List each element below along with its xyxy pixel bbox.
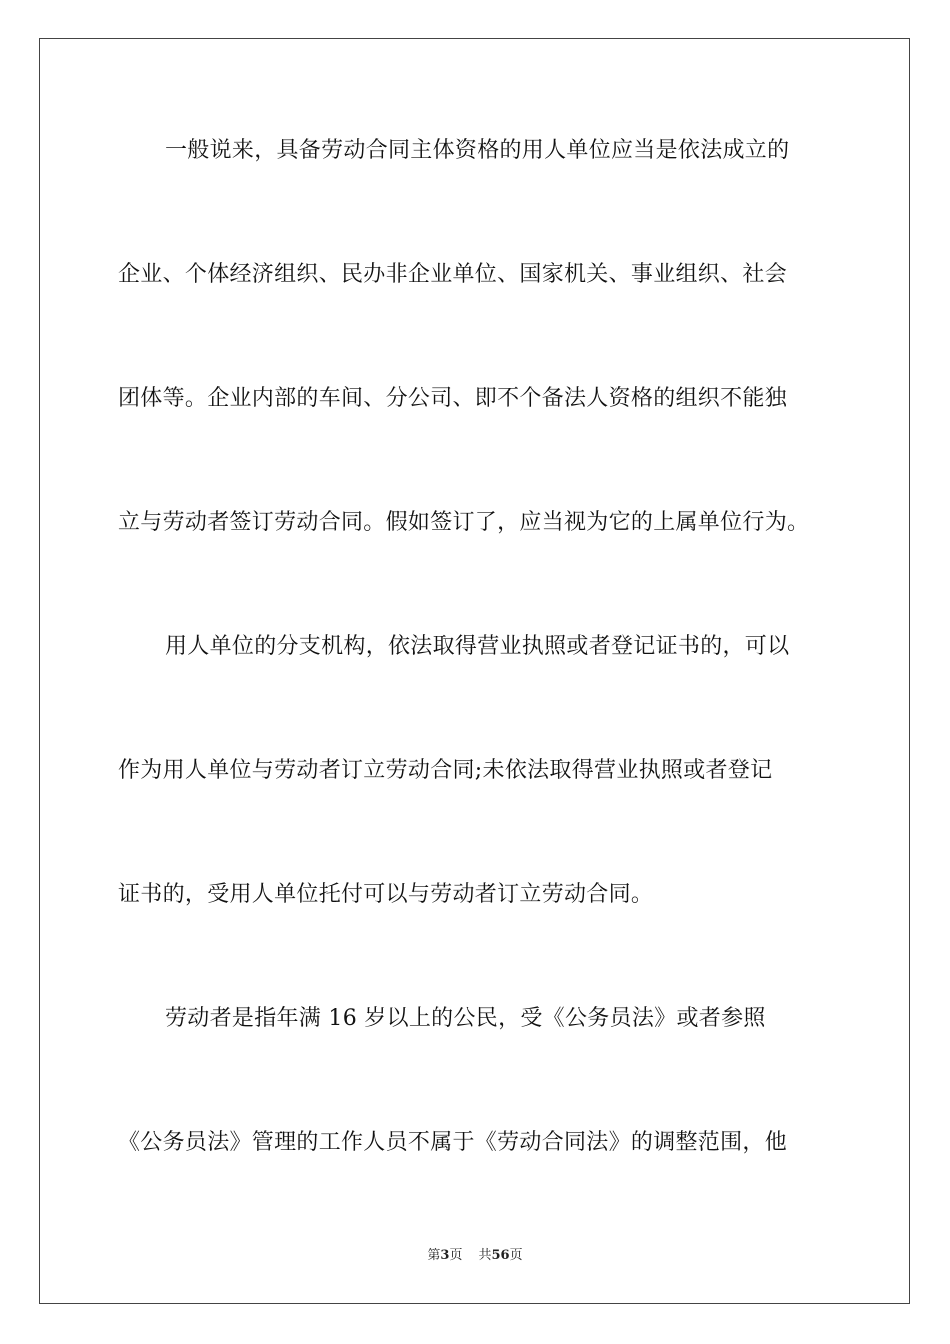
paragraph-3-line-1: 劳动者是指年满 16 岁以上的公民，受《公务员法》或者参照 — [165, 1006, 766, 1031]
paragraph-2-line-1: 用人单位的分支机构，依法取得营业执照或者登记证书的，可以 — [165, 634, 790, 659]
paragraph-2-line-2: 作为用人单位与劳动者订立劳动合同;未依法取得营业执照或者登记 — [118, 758, 773, 783]
paragraph-3-line-2: 《公务员法》管理的工作人员不属于《劳动合同法》的调整范围，他 — [118, 1130, 788, 1155]
total-pages: 56 — [491, 1248, 510, 1263]
paragraph-1-line-4: 立与劳动者签订劳动合同。假如签订了，应当视为它的上属单位行为。 — [118, 510, 810, 535]
page-border — [39, 38, 910, 1304]
page-number: 3 — [440, 1248, 450, 1263]
page-footer — [0, 1247, 950, 1265]
page-suffix: 页 — [449, 1248, 463, 1263]
total-suffix: 页 — [509, 1248, 523, 1263]
paragraph-1-line-2: 企业、个体经济组织、民办非企业单位、国家机关、事业组织、社会 — [118, 262, 788, 287]
page-prefix: 第 — [427, 1248, 441, 1263]
paragraph-2-line-3: 证书的，受用人单位托付可以与劳动者订立劳动合同。 — [118, 882, 654, 907]
paragraph-1-line-1: 一般说来，具备劳动合同主体资格的用人单位应当是依法成立的 — [165, 138, 790, 163]
paragraph-1-line-3: 团体等。企业内部的车间、分公司、即不个备法人资格的组织不能独 — [118, 386, 788, 411]
total-prefix: 共 — [478, 1248, 492, 1263]
